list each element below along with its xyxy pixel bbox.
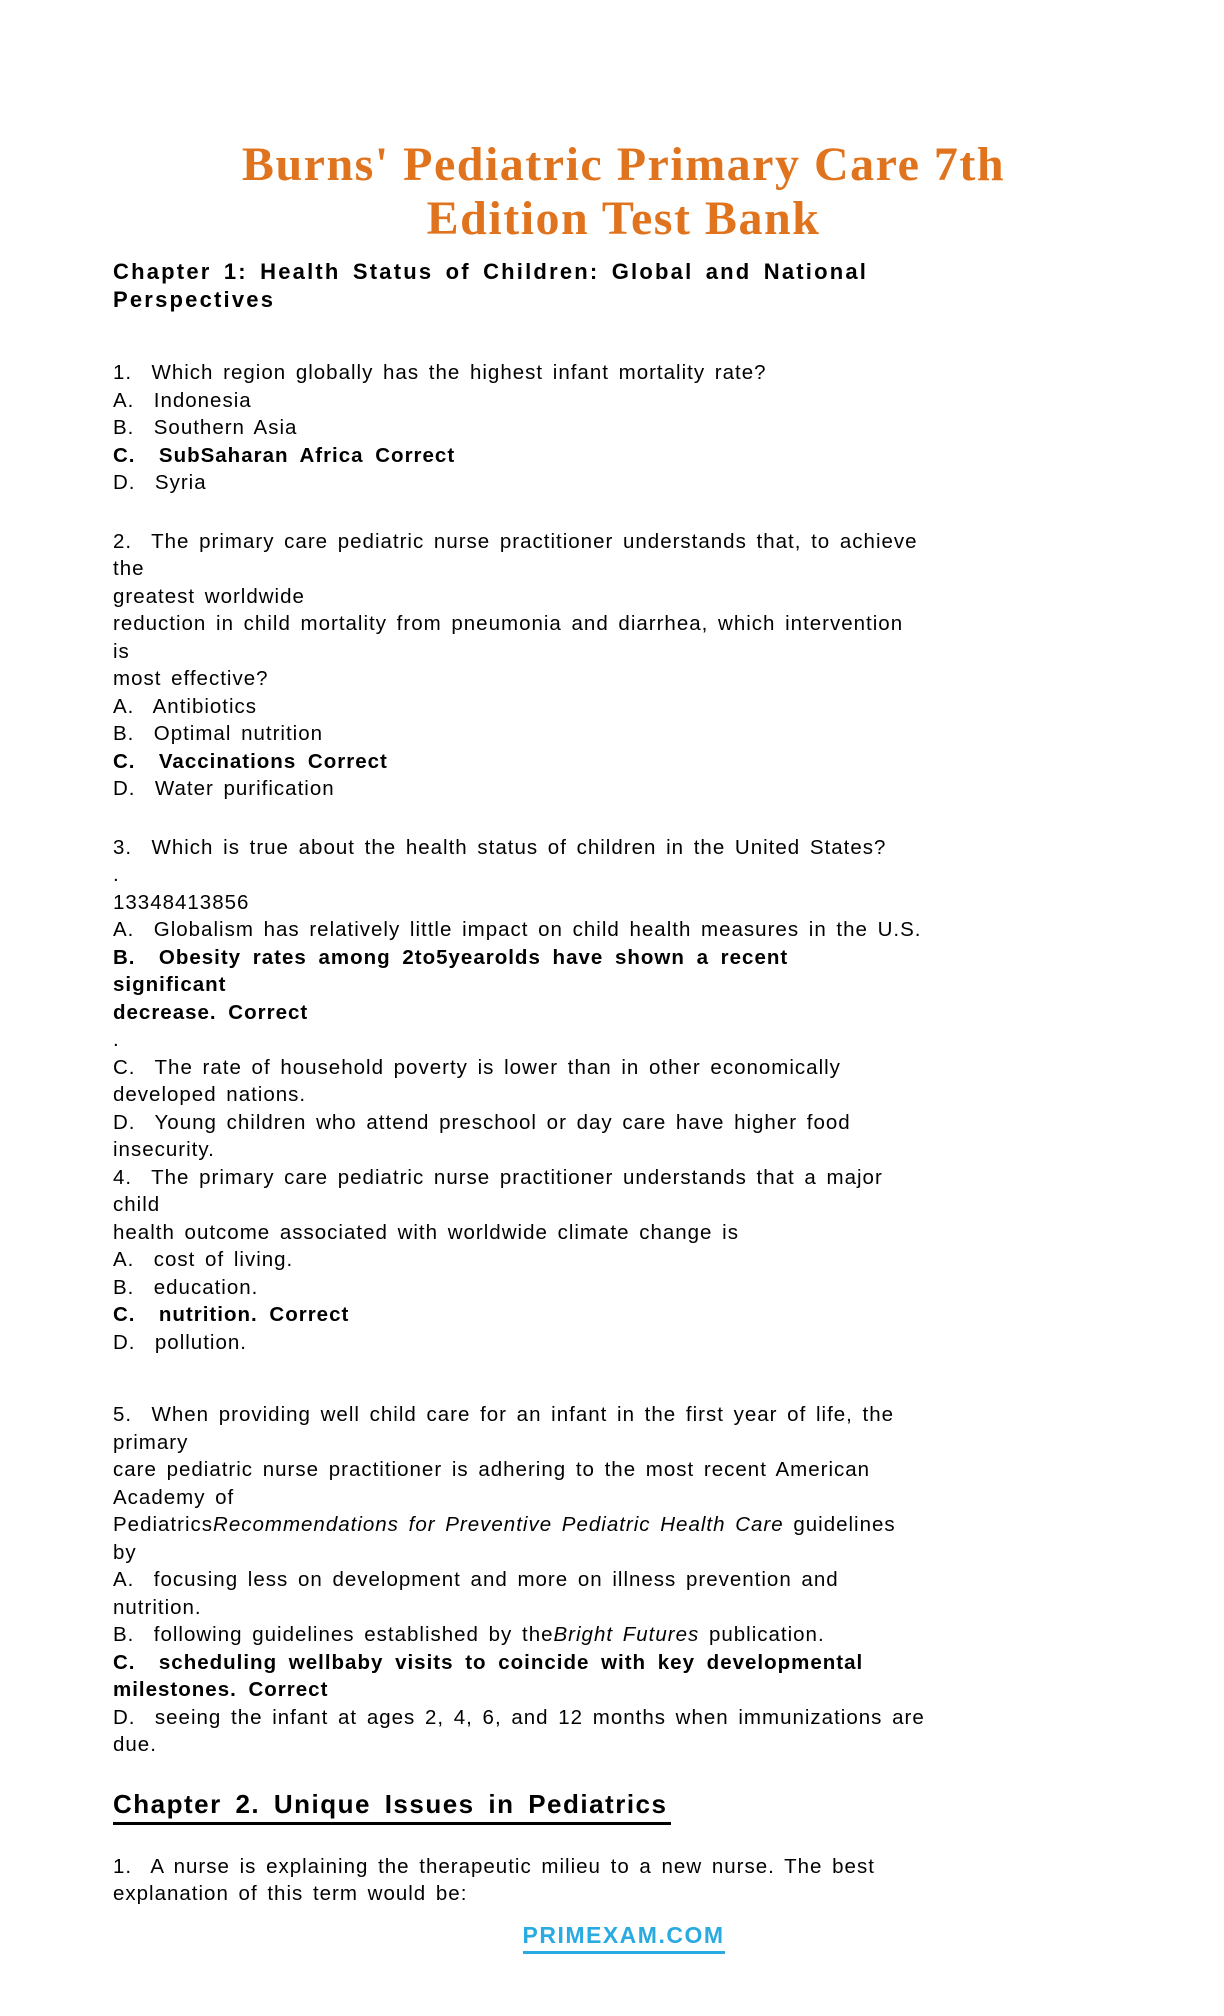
text-segment: D. Water purification [113,777,335,800]
text-line [113,1621,1134,1649]
text-segment: A. focusing less on development and more on illness prevention and [113,1568,839,1591]
spacer [113,246,1134,258]
text-segment: due. [113,1733,157,1756]
text-line [113,1054,1134,1082]
text-segment: 4. The primary care pediatric nurse practitioner understands that a major [113,1165,883,1189]
text-line [113,1274,1134,1302]
text-segment: care pediatric nurse practitioner is adhering to the most recent American [113,1458,871,1481]
text-segment: Chapter 1: Health Status of Children: Global and National [113,259,869,284]
text-line [113,834,1134,862]
text-line [113,1566,1134,1594]
text-segment: by [113,1540,137,1564]
text-segment: . [113,863,120,886]
text-line [113,944,1134,972]
text-segment: health outcome associated with worldwide climate change is [113,1220,739,1244]
text-line [113,1880,1134,1908]
text-line [113,1594,1134,1622]
chapter2-heading-row [113,1787,1134,1825]
text-segment: nutrition. [113,1595,202,1619]
text-segment: A. Antibiotics [113,694,258,718]
text-segment: B. following guidelines established by the [113,1623,554,1646]
text-line [113,1301,1134,1329]
spacer [113,803,1134,834]
text-line [113,775,1134,803]
text-segment: A. Globalism has relatively little impact on child health measures in the U.S. [113,918,922,941]
text-segment: 1. A nurse is explaining the therapeutic milieu to a new nurse. The best [113,1854,875,1878]
text-segment: decrease. Correct [113,1000,309,1024]
text-line [113,1109,1134,1137]
text-line [113,1853,1134,1881]
text-line [113,1429,1134,1457]
text-line [113,971,1134,999]
text-line [113,1164,1134,1192]
text-segment: 1. Which region globally has the highest infant mortality rate? [113,361,767,384]
text-line [113,1219,1134,1247]
text-segment: B. Southern Asia [113,416,298,439]
text-segment: insecurity. [113,1138,215,1161]
text-line [113,1484,1134,1512]
text-line [113,720,1134,748]
text-segment: B. education. [113,1275,259,1299]
chapter2-heading [113,1787,671,1825]
text-line [113,1649,1134,1677]
text-line [113,665,1134,693]
text-segment: explanation of this term would be: [113,1882,468,1905]
text-segment: C. nutrition. Correct [113,1303,350,1326]
text-line [113,387,1134,415]
text-line [113,1329,1134,1357]
text-segment: developed nations. [113,1083,307,1106]
text-line [113,528,1134,556]
text-segment: . [113,1028,120,1051]
text-segment: 3. Which is true about the health status of children in the United States? [113,835,887,859]
text-segment: milestones. Correct [113,1678,329,1701]
document-title-line [113,192,1134,246]
spacer [113,1908,1134,1920]
chapter1-heading-line [113,286,1134,314]
text-segment[interactable]: PRIMEXAM.COM [522,1921,725,1948]
text-segment: publication. [699,1623,825,1646]
spacer [113,1825,1134,1853]
text-segment: the [113,557,145,580]
text-segment: Recommendations for Preventive Pediatric Health Care [213,1513,784,1536]
text-segment: 5. When providing well child care for an infant in the first year of life, the [113,1403,895,1426]
text-line [113,1026,1134,1054]
text-segment: Academy of [113,1485,235,1509]
text-segment: D. Syria [113,471,207,494]
text-segment: greatest worldwide [113,584,305,608]
text-segment: primary [113,1430,189,1454]
text-segment: Bright Futures [553,1623,700,1646]
text-line [113,555,1134,583]
text-line [113,916,1134,944]
text-segment: 2. The primary care pediatric nurse practitioner understands that, to achieve [113,529,918,553]
text-line [113,1081,1134,1109]
text-segment: D. seeing the infant at ages 2, 4, 6, and 12 months when immunizations are [113,1705,925,1729]
text-line [113,1136,1134,1164]
text-line [113,748,1134,776]
text-line [113,693,1134,721]
text-segment: Perspectives [113,287,276,312]
text-segment: most effective? [113,667,269,690]
text-line [113,861,1134,889]
text-segment: Chapter 2. Unique Issues in Pediatrics [113,1788,668,1819]
text-line [113,889,1134,917]
text-line [113,1539,1134,1567]
text-line [113,1246,1134,1274]
text-line [113,999,1134,1027]
text-line [113,583,1134,611]
primexam-link[interactable] [523,1920,725,1954]
text-line [113,1731,1134,1759]
text-line [113,610,1134,638]
text-line [113,1704,1134,1732]
text-line [113,1191,1134,1219]
text-segment: B. Optimal nutrition [113,722,324,745]
text-segment: C. SubSaharan Africa Correct [113,443,456,467]
text-line [113,638,1134,666]
spacer [113,497,1134,528]
text-segment: C. Vaccinations Correct [113,749,388,773]
text-segment: guidelines [783,1513,896,1536]
text-segment: 13348413856 [113,890,250,914]
text-segment: A. Indonesia [113,388,252,412]
spacer [113,1759,1134,1787]
text-segment: A. cost of living. [113,1248,294,1271]
text-segment: significant [113,973,227,996]
chapter1-heading-line [113,258,1134,286]
document-title-line [113,138,1134,192]
text-segment: is [113,639,130,663]
text-segment: Pediatrics [113,1513,214,1536]
text-segment: Burns' Pediatric Primary Care 7th [241,138,1006,191]
text-line [113,1676,1134,1704]
text-line [113,359,1134,387]
text-segment: C. The rate of household poverty is lower than in other economically [113,1055,841,1079]
primexam-link-row [113,1920,1134,1954]
spacer [113,1356,1134,1401]
text-segment: D. Young children who attend preschool or day care have higher food [113,1110,851,1134]
spacer [113,314,1134,359]
text-line [113,442,1134,470]
text-segment: C. scheduling wellbaby visits to coincide with key developmental [113,1650,864,1674]
text-segment: child [113,1193,161,1216]
text-line [113,1456,1134,1484]
text-segment: D. pollution. [113,1330,247,1354]
text-line [113,469,1134,497]
text-segment: reduction in child mortality from pneumonia and diarrhea, which intervention [113,612,904,635]
text-segment: B. Obesity rates among 2to5yearolds have shown a recent [113,945,789,969]
text-line [113,414,1134,442]
text-line [113,1511,1134,1539]
text-line [113,1401,1134,1429]
text-segment: Edition Test Bank [426,192,821,245]
